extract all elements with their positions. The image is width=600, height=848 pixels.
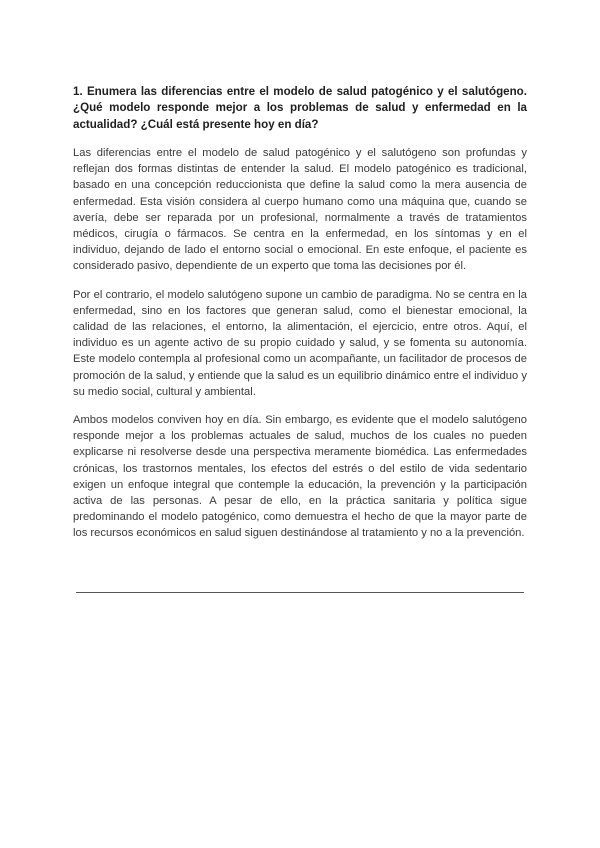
question-number: 1. (73, 85, 83, 98)
question-text: Enumera las diferencias entre el modelo de salud patogénico y el salutógeno. ¿Qué modelo responde mejor a los problemas de salud y enfermedad en la actualidad? ¿Cuál está presente hoy en día? (73, 85, 527, 131)
answer-paragraph-2: Por el contrario, el modelo salutógeno supone un cambio de paradigma. No se centra en la enfermedad, sino en los factores que generan salud, como el bienestar emocional, la calidad de las relaciones, el entorno, la alimentación, el ejercicio, entre otros. Aquí, el individuo es un agente activo de su propio cuidado y salud, y se fomenta su autonomía. Este modelo contempla al profesional como un acompañante, un facilitador de procesos de promoción de la salud, y entiende que la salud es un equilibrio dinámico entre el individuo y su medio social, cultural y ambiental. (73, 288, 527, 398)
answer-paragraph-1: Las diferencias entre el modelo de salud patogénico y el salutógeno son profundas y reflejan dos formas distintas de entender la salud. El modelo patogénico es tradicional, basado en una concepción reduccionista que define la salud como la mera ausencia de enfermedad. Esta visión considera al cuerpo humano como una máquina que, cuando se avería, debe ser reparada por un profesional, normalmente a través de tratamientos médicos, cirugía o fármacos. Se centra en la enfermedad, en los síntomas y en el individuo, dejando de lado el entorno social o emocional. En este enfoque, el paciente es considerado pasivo, dependiente de un experto que toma las decisiones por él. (73, 146, 527, 273)
answer-paragraph-3: Ambos modelos conviven hoy en día. Sin embargo, es evidente que el modelo salutógeno responde mejor a los problemas actuales de salud, muchos de los cuales no pueden explicarse ni resolverse desde una perspectiva meramente biomédica. Las enfermedades crónicas, los trastornos mentales, los efectos del estrés o del estilo de vida sedentario exigen un enfoque integral que contemple la educación, la prevención y la participación activa de las personas. A pesar de ello, en la práctica sanitaria y política sigue predominando el modelo patogénico, como demuestra el hecho de que la mayor parte de los recursos económicos en salud siguen destinándose al tratamiento y no a la prevención. (73, 413, 527, 540)
document-body (73, 84, 527, 554)
horizontal-divider (76, 592, 524, 593)
question-heading (73, 84, 527, 133)
